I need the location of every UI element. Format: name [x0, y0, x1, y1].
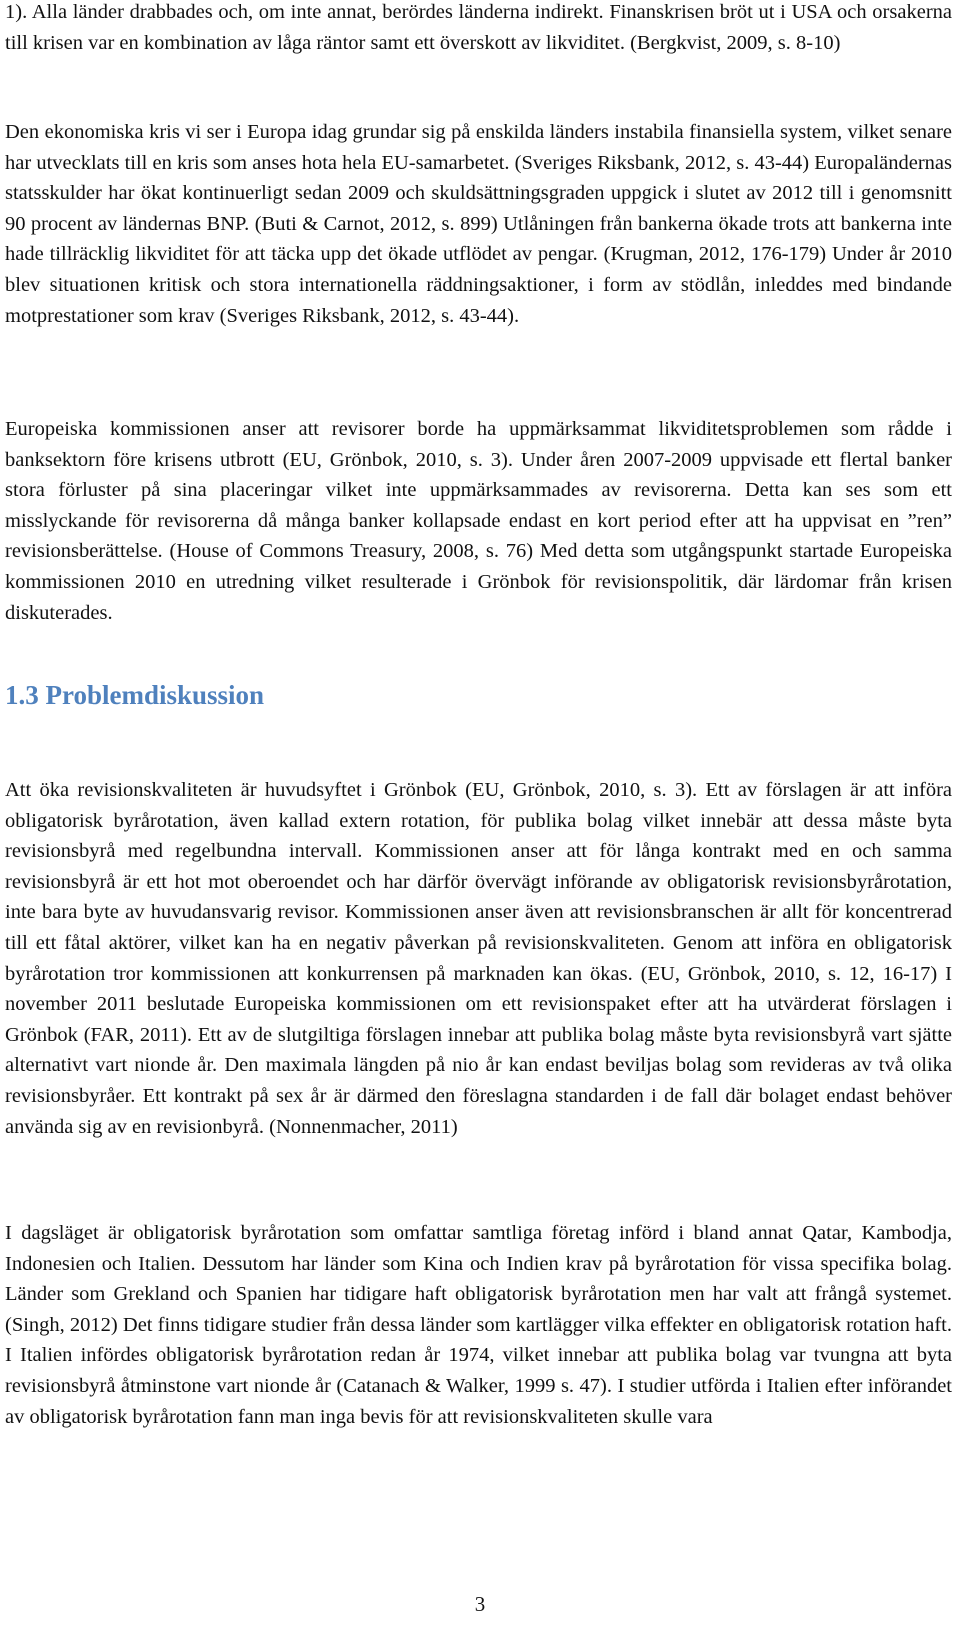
body-paragraph: Att öka revisionskvaliteten är huvudsyftet i Grönbok (EU, Grönbok, 2010, s. 3). Ett av förslagen är att införa obligatorisk byrårotation, även kallad extern rotation, för publika bolag vilket innebär att dessa måste byta revisionsbyrå med regelbundna intervall. Kommissionen anser att för långa kontrakt med en och samma revisionsbyrå är ett hot mot oberoendet och har därför övervägt införande av obligatorisk revisionsbyrårotation, inte bara byte av huvudansvarig revisor. Kommissionen anser även att revisionsbranschen är allt för koncentrerad till ett fåtal aktörer, vilket kan ha en negativ påverkan på revisionskvaliteten. Genom att införa en obligatorisk byrårotation tror kommissionen att konkurrensen på marknaden kan ökas. (EU, Grönbok, 2010, s. 12, 16-17) I november 2011 beslutade Europeiska kommissionen om ett revisionspaket efter att ha utvärderat förslagen i Grönbok (FAR, 2011). Ett av de slutgiltiga förslagen innebar att publika bolag måste byta revisionsbyrå vart sjätte alternativt vart nionde år. Den maximala längden på nio år kan endast beviljas bolag som revideras av två olika revisionsbyråer. Ett kontrakt på sex år är därmed den föreslagna standarden i de fall där bolaget endast behöver använda sig av en revisionbyrå. (Nonnenmacher, 2011): [5, 779, 952, 1138]
paragraph-greenbook-proposals: [5, 775, 952, 1142]
page-number: 3: [474, 1592, 486, 1616]
paragraph-intro-continuation: [5, 0, 952, 58]
section-number: 1.3: [5, 680, 39, 710]
paragraph-rotation-countries: [5, 1218, 952, 1432]
paragraph-euro-crisis: [5, 117, 952, 331]
body-paragraph: Europeiska kommissionen anser att revisorer borde ha uppmärksammat likviditetsproblemen som rådde i banksektorn före krisens utbrott (EU, Grönbok, 2010, s. 3). Under åren 2007-2009 uppvisade ett flertal banker stora förluster på sina placeringar vilket inte uppmärksammades av revisorerna. Detta kan ses som ett misslyckande för revisorerna då många banker kollapsade endast en kort period efter att ha uppvisat en ”ren” revisionsberättelse. (House of Commons Treasury, 2008, s. 76) Med detta som utgångspunkt startade Europeiska kommissionen 2010 en utredning vilket resulterade i Grönbok för revisionspolitik, där lärdomar från krisen diskuterades.: [5, 418, 952, 624]
section-title-text: Problemdiskussion: [45, 680, 265, 710]
section-heading: [5, 678, 952, 712]
body-paragraph: I dagsläget är obligatorisk byrårotation som omfattar samtliga företag införd i bland annat Qatar, Kambodja, Indonesien och Italien. Dessutom har länder som Kina och Indien krav på byrårotation för vissa specifika bolag. Länder som Grekland och Spanien har tidigare haft obligatorisk byrårotation men har valt att frångå systemet. (Singh, 2012) Det finns tidigare studier från dessa länder som kartlägger vilka effekter en obligatorisk rotation haft. I Italien infördes obligatorisk byrårotation redan år 1974, vilket innebar att publika bolag var tvungna att byta revisionsbyrå åtminstone vart nionde år (Catanach & Walker, 1999 s. 47). I studier utförda i Italien efter införandet av obligatorisk byrårotation fann man inga bevis för att revisionskvaliteten skulle vara: [5, 1222, 952, 1428]
paragraph-commission-auditors: [5, 414, 952, 628]
body-paragraph: 1). Alla länder drabbades och, om inte annat, berördes länderna indirekt. Finanskrisen bröt ut i USA och orsakerna till krisen var en kombination av låga räntor samt ett överskott av likviditet. (Bergkvist, 2009, s. 8-10): [5, 1, 952, 54]
body-paragraph: Den ekonomiska kris vi ser i Europa idag grundar sig på enskilda länders instabila finansiella system, vilket senare har utvecklats till en kris som anses hota hela EU-samarbetet. (Sveriges Riksbank, 2012, s. 43-44) Europaländernas statsskulder har ökat kontinuerligt sedan 2009 och skuldsättningsgraden uppgick i slutet av 2012 till i genomsnitt 90 procent av ländernas BNP. (Buti & Carnot, 2012, s. 899) Utlåningen från bankerna ökade trots att bankerna inte hade tillräcklig likviditet för att täcka upp det ökade utflödet av pengar. (Krugman, 2012, 176-179) Under år 2010 blev situationen kritisk och stora internationella räddningsaktioner, i form av stödlån, inleddes med bindande motprestationer som krav (Sveriges Riksbank, 2012, s. 43-44).: [5, 121, 952, 327]
section-title: [5, 678, 952, 712]
